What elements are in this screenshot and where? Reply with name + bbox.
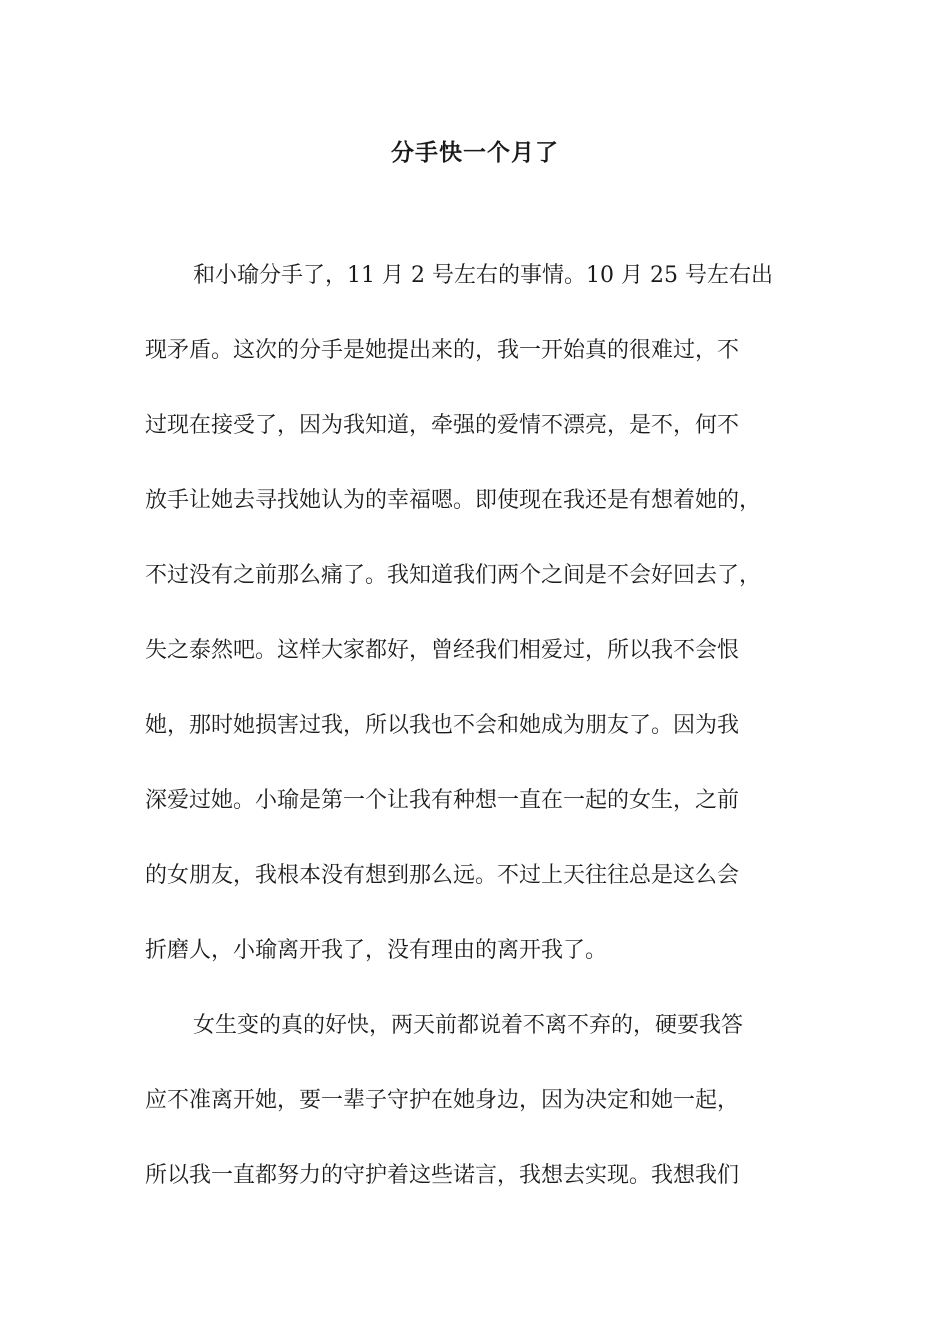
paragraph-1-line-1: 和小瑜分手了，11 月 2 号左右的事情。10 月 25 号左右出: [193, 263, 773, 288]
paragraph-1-line-4: 放手让她去寻找她认为的幸福嗯。即使现在我还是有想着她的，: [145, 488, 762, 513]
paragraph-1-line-9: 的女朋友，我根本没有想到那么远。不过上天往往总是这么会: [145, 863, 740, 888]
document-title: 分手快一个月了: [391, 140, 559, 166]
paragraph-2-line-3: 所以我一直都努力的守护着这些诺言，我想去实现。我想我们: [145, 1163, 740, 1188]
paragraph-1-line-5: 不过没有之前那么痛了。我知道我们两个之间是不会好回去了，: [145, 563, 762, 588]
paragraph-1-line-3: 过现在接受了，因为我知道，牵强的爱情不漂亮，是不，何不: [145, 413, 740, 438]
paragraph-2-line-1: 女生变的真的好快，两天前都说着不离不弃的，硬要我答: [193, 1013, 744, 1038]
paragraph-1-line-6: 失之泰然吧。这样大家都好，曾经我们相爱过，所以我不会恨: [145, 638, 740, 663]
paragraph-1-line-8: 深爱过她。小瑜是第一个让我有种想一直在一起的女生，之前: [145, 788, 740, 813]
document-body: [145, 254, 815, 1229]
paragraph-1-line-7: 她，那时她损害过我，所以我也不会和她成为朋友了。因为我: [145, 713, 740, 738]
paragraph-1-line-2: 现矛盾。这次的分手是她提出来的，我一开始真的很难过，不: [145, 338, 740, 363]
paragraph-2-line-2: 应不准离开她，要一辈子守护在她身边，因为决定和她一起，: [145, 1088, 740, 1113]
paragraph-1-line-10: 折磨人，小瑜离开我了，没有理由的离开我了。: [145, 938, 608, 963]
